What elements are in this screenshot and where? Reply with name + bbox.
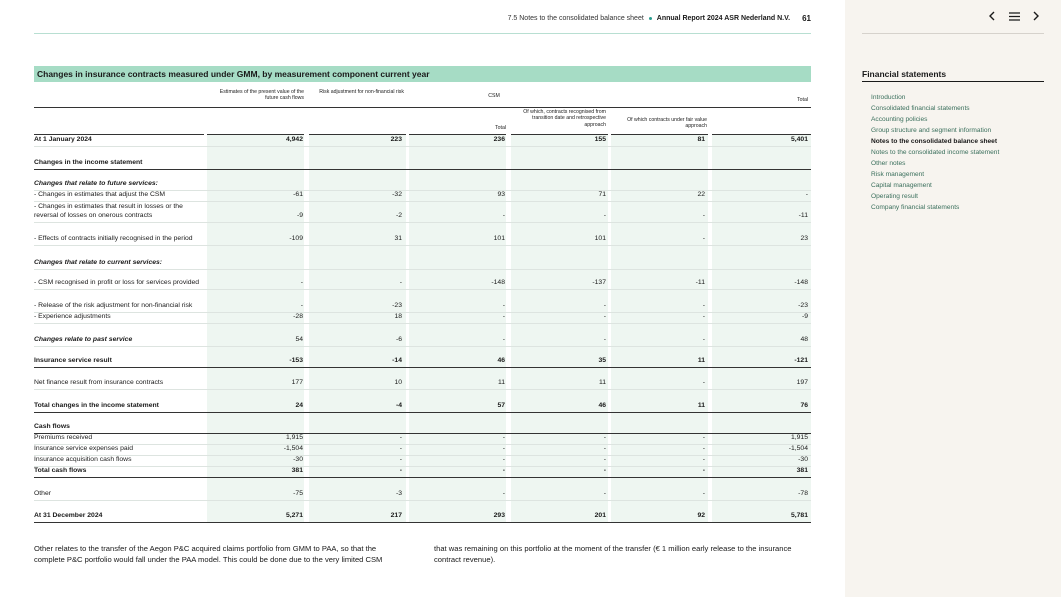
cell-value: -137 bbox=[592, 279, 606, 286]
cell-value: 18 bbox=[394, 313, 402, 320]
cell-value: -11 bbox=[695, 279, 705, 286]
cell-value: 5,401 bbox=[790, 136, 808, 143]
row-rule bbox=[34, 346, 811, 347]
row-label: Insurance service result bbox=[34, 357, 112, 364]
cell-value: -23 bbox=[798, 302, 808, 309]
cell-value: -11 bbox=[798, 212, 808, 219]
row-label: Changes that relate to current services: bbox=[34, 259, 163, 266]
cell-value: 101 bbox=[493, 235, 505, 242]
table-row bbox=[34, 202, 811, 221]
cell-value: 1,915 bbox=[285, 434, 303, 441]
row-label: - CSM recognised in profit or loss for services provided bbox=[34, 279, 200, 286]
row-label: - Effects of contracts initially recognised in the period bbox=[34, 235, 193, 242]
cell-value: 155 bbox=[594, 136, 606, 143]
chevron-left-icon[interactable] bbox=[985, 9, 999, 23]
separator-dot-icon bbox=[649, 17, 652, 20]
footnote-right: that was remaining on this portfolio at the moment of the transfer (€ 1 million early release to the insurance contract revenue). bbox=[434, 544, 792, 564]
cell-value: - bbox=[603, 336, 606, 343]
cell-value: 54 bbox=[295, 336, 303, 343]
cell-value: -2 bbox=[395, 212, 402, 219]
row-label: - Changes in estimates that result in losses or the reversal of losses on onerous contracts bbox=[34, 203, 183, 219]
cell-value: - bbox=[702, 235, 705, 242]
cell-value: -1,504 bbox=[283, 445, 303, 452]
row-rule bbox=[34, 522, 811, 523]
page-header bbox=[508, 14, 811, 23]
cell-value: 31 bbox=[394, 235, 402, 242]
sidebar-item[interactable]: Operating result bbox=[871, 193, 918, 200]
cell-value: 93 bbox=[497, 191, 505, 198]
cell-value: - bbox=[702, 212, 705, 219]
cell-value: - bbox=[603, 467, 606, 474]
cell-value: - bbox=[603, 313, 606, 320]
table-row bbox=[34, 444, 811, 454]
cell-value: -148 bbox=[794, 279, 808, 286]
col-header-ra: Risk adjustment for non-financial risk bbox=[319, 89, 404, 95]
row-rule bbox=[34, 222, 811, 223]
row-rule bbox=[34, 323, 811, 324]
row-label: Net finance result from insurance contracts bbox=[34, 379, 164, 386]
cell-value: - bbox=[502, 467, 505, 474]
row-label: Cash flows bbox=[34, 423, 70, 430]
cell-value: - bbox=[603, 445, 606, 452]
table-row bbox=[34, 189, 811, 200]
table-row bbox=[34, 334, 811, 345]
table-row bbox=[34, 422, 811, 432]
table-row bbox=[34, 134, 811, 145]
cell-value: -75 bbox=[293, 490, 303, 497]
report-title: Annual Report 2024 ASR Nederland N.V. bbox=[656, 15, 791, 22]
col-header-csm: CSM bbox=[488, 93, 500, 99]
cell-value: - bbox=[603, 302, 606, 309]
cell-value: - bbox=[502, 302, 505, 309]
cell-value: 5,781 bbox=[790, 512, 808, 519]
cell-value: 4,942 bbox=[285, 136, 303, 143]
cell-value: 46 bbox=[497, 357, 505, 364]
sidebar-item[interactable]: Notes to the consolidated balance sheet bbox=[871, 138, 998, 145]
row-label: Total cash flows bbox=[34, 467, 87, 474]
cell-value: - bbox=[702, 313, 705, 320]
cell-value: 11 bbox=[497, 379, 505, 386]
col-header-total: Total bbox=[797, 97, 808, 103]
cell-value: -153 bbox=[289, 357, 303, 364]
cell-value: 11 bbox=[598, 379, 606, 386]
col-header-csm-total: Total bbox=[495, 125, 506, 131]
cell-value: - bbox=[603, 490, 606, 497]
row-label: Changes relate to past service bbox=[34, 336, 133, 343]
cell-value: -14 bbox=[392, 357, 402, 364]
cell-value: 48 bbox=[800, 336, 808, 343]
cell-value: -121 bbox=[794, 357, 808, 364]
row-rule bbox=[34, 169, 811, 170]
table-row bbox=[34, 466, 811, 476]
row-label: Changes in the income statement bbox=[34, 159, 143, 166]
breadcrumb[interactable]: 7.5 Notes to the consolidated balance sheet bbox=[507, 15, 644, 22]
sidebar-divider bbox=[862, 33, 1044, 34]
cell-value: -3 bbox=[395, 490, 402, 497]
row-label: Changes that relate to future services: bbox=[34, 180, 158, 187]
cell-value: 201 bbox=[594, 512, 606, 519]
cell-value: 223 bbox=[390, 136, 402, 143]
sidebar-item[interactable]: Other notes bbox=[871, 160, 906, 167]
table-row bbox=[34, 377, 811, 388]
cell-value: - bbox=[702, 336, 705, 343]
chevron-right-icon[interactable] bbox=[1029, 9, 1043, 23]
table-row bbox=[34, 433, 811, 443]
table-row bbox=[34, 225, 811, 244]
cell-value: 10 bbox=[394, 379, 402, 386]
table-row bbox=[34, 488, 811, 499]
cell-value: -9 bbox=[296, 212, 303, 219]
col-header-csm-fair: Of which contracts under fair value approach bbox=[627, 117, 707, 130]
cell-value: 76 bbox=[800, 402, 808, 409]
sidebar-item[interactable]: Company financial statements bbox=[871, 204, 960, 211]
header-rule bbox=[34, 107, 811, 108]
cell-value: -9 bbox=[801, 313, 808, 320]
col-header-csm-transition: Of which, contracts recognised from transition date and retrospective approach bbox=[523, 109, 606, 128]
cell-value: - bbox=[603, 434, 606, 441]
row-label: Insurance service expenses paid bbox=[34, 445, 133, 452]
cell-value: - bbox=[502, 212, 505, 219]
cell-value: - bbox=[702, 379, 705, 386]
cell-value: - bbox=[399, 467, 402, 474]
cell-value: - bbox=[702, 445, 705, 452]
cell-value: 24 bbox=[295, 402, 303, 409]
cell-value: - bbox=[603, 212, 606, 219]
table-row bbox=[34, 311, 811, 322]
row-rule bbox=[34, 389, 811, 390]
cell-value: -1,504 bbox=[788, 445, 808, 452]
row-rule bbox=[34, 367, 811, 368]
cell-value: - bbox=[399, 279, 402, 286]
sidebar-item[interactable]: Risk management bbox=[871, 171, 925, 178]
cell-value: -32 bbox=[392, 191, 402, 198]
header-divider bbox=[34, 33, 811, 34]
cell-value: -30 bbox=[293, 456, 303, 463]
cell-value: -4 bbox=[395, 402, 402, 409]
footnote-left: Other relates to the transfer of the Aegon P&C acquired claims portfolio from GMM to PAA, so that the complete P&C portfolio would fall under the PAA model. This could be done due to the very limited CSM bbox=[34, 544, 383, 564]
cell-value: 23 bbox=[800, 235, 808, 242]
cell-value: -78 bbox=[798, 490, 808, 497]
cell-value: 101 bbox=[594, 235, 606, 242]
row-label: Insurance acquisition cash flows bbox=[34, 456, 132, 463]
nav-controls bbox=[985, 9, 1043, 23]
cell-value: - bbox=[702, 490, 705, 497]
cell-value: - bbox=[502, 313, 505, 320]
cell-value: -61 bbox=[293, 191, 303, 198]
row-rule bbox=[34, 500, 811, 501]
table-row bbox=[34, 179, 811, 189]
row-label: At 1 January 2024 bbox=[34, 136, 92, 143]
cell-value: 35 bbox=[598, 357, 606, 364]
row-label: - Release of the risk adjustment for non-financial risk bbox=[34, 302, 193, 309]
cell-value: -23 bbox=[392, 302, 402, 309]
sidebar-item[interactable]: Introduction bbox=[871, 94, 906, 101]
page-number: 61 bbox=[802, 14, 811, 23]
table-title: Changes in insurance contracts measured under GMM, by measurement component current year bbox=[34, 66, 811, 82]
sidebar-item[interactable]: Consolidated financial statements bbox=[871, 105, 970, 112]
cell-value: 46 bbox=[598, 402, 606, 409]
row-rule bbox=[34, 146, 811, 147]
sidebar bbox=[845, 0, 1061, 597]
cell-value: 81 bbox=[697, 136, 705, 143]
cell-value: - bbox=[399, 434, 402, 441]
cell-value: 71 bbox=[598, 191, 606, 198]
row-rule bbox=[34, 412, 811, 413]
cell-value: - bbox=[300, 302, 303, 309]
cell-value: 177 bbox=[291, 379, 303, 386]
table-row bbox=[34, 292, 811, 311]
table-row bbox=[34, 157, 811, 168]
cell-value: 11 bbox=[697, 402, 705, 409]
cell-value: - bbox=[702, 456, 705, 463]
cell-value: - bbox=[502, 445, 505, 452]
row-label: At 31 December 2024 bbox=[34, 512, 103, 519]
cell-value: 197 bbox=[796, 379, 808, 386]
cell-value: - bbox=[399, 445, 402, 452]
cell-value: - bbox=[603, 456, 606, 463]
row-rule bbox=[34, 245, 811, 246]
cell-value: 11 bbox=[697, 357, 705, 364]
sidebar-heading: Financial statements bbox=[862, 69, 1044, 82]
table-row bbox=[34, 258, 811, 268]
cell-value: - bbox=[502, 434, 505, 441]
table-row bbox=[34, 510, 811, 521]
cell-value: 57 bbox=[497, 402, 505, 409]
cell-value: -148 bbox=[491, 279, 505, 286]
cell-value: 92 bbox=[697, 512, 705, 519]
cell-value: - bbox=[805, 191, 808, 198]
table-row bbox=[34, 355, 811, 366]
cell-value: 217 bbox=[390, 512, 402, 519]
col-header-pv: Estimates of the present value of the future cash flows bbox=[219, 89, 304, 102]
cell-value: - bbox=[502, 336, 505, 343]
cell-value: -109 bbox=[289, 235, 303, 242]
cell-value: -28 bbox=[293, 313, 303, 320]
menu-icon[interactable] bbox=[1007, 9, 1021, 23]
row-rule bbox=[34, 289, 811, 290]
cell-value: 1,915 bbox=[790, 434, 808, 441]
sidebar-item[interactable]: Notes to the consolidated income statement bbox=[871, 149, 1000, 156]
table-row bbox=[34, 269, 811, 288]
row-rule bbox=[34, 477, 811, 478]
cell-value: -6 bbox=[395, 336, 402, 343]
row-label: - Changes in estimates that adjust the CSM bbox=[34, 191, 166, 198]
cell-value: 5,271 bbox=[285, 512, 303, 519]
cell-value: - bbox=[502, 456, 505, 463]
cell-value: 22 bbox=[697, 191, 705, 198]
cell-value: - bbox=[702, 302, 705, 309]
sidebar-item[interactable]: Accounting policies bbox=[871, 116, 928, 123]
cell-value: - bbox=[502, 490, 505, 497]
table-row bbox=[34, 400, 811, 411]
table-row bbox=[34, 455, 811, 465]
cell-value: - bbox=[702, 434, 705, 441]
cell-value: - bbox=[300, 279, 303, 286]
row-label: Premiums received bbox=[34, 434, 93, 441]
sidebar-item[interactable]: Group structure and segment information bbox=[871, 127, 992, 134]
row-label: Total changes in the income statement bbox=[34, 402, 159, 409]
row-label: - Experience adjustments bbox=[34, 313, 111, 320]
cell-value: 381 bbox=[291, 467, 303, 474]
cell-value: - bbox=[399, 456, 402, 463]
cell-value: 381 bbox=[796, 467, 808, 474]
cell-value: 236 bbox=[493, 136, 505, 143]
sidebar-nav-list bbox=[871, 92, 999, 213]
cell-value: -30 bbox=[798, 456, 808, 463]
cell-value: 293 bbox=[493, 512, 505, 519]
sidebar-item[interactable]: Capital management bbox=[871, 182, 932, 189]
row-label: Other bbox=[34, 490, 51, 497]
cell-value: - bbox=[702, 467, 705, 474]
